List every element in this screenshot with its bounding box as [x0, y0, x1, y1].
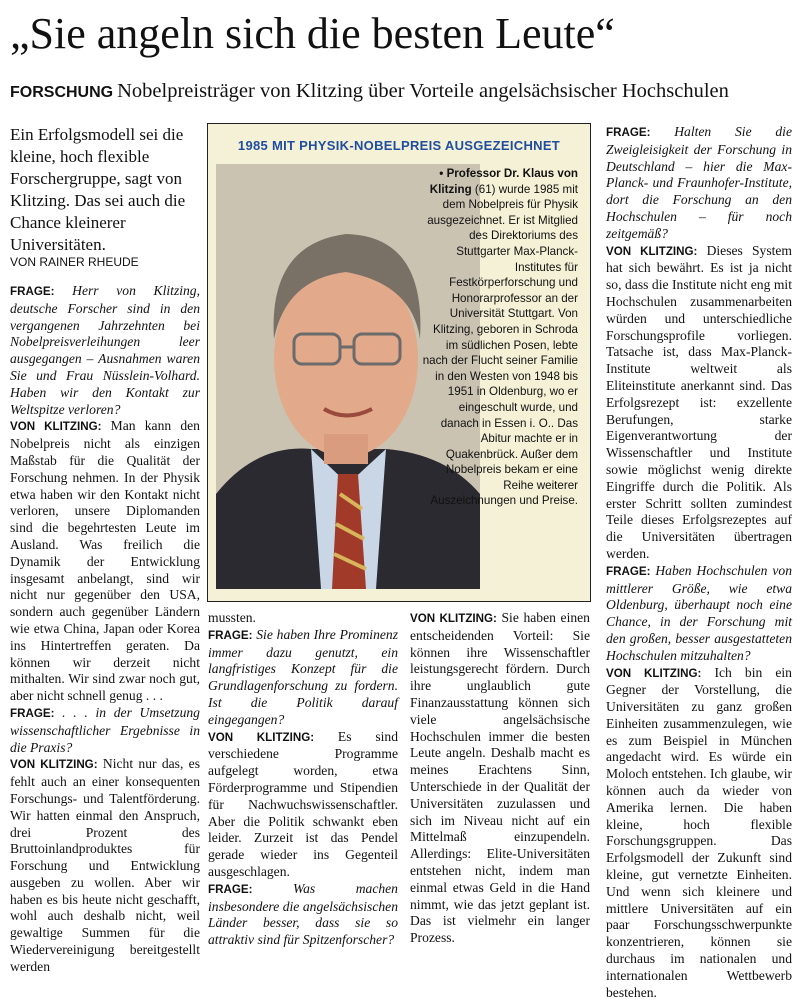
frage-label: FRAGE:	[208, 629, 252, 642]
answer-paragraph	[606, 665, 792, 1001]
paragraph-text: Nicht nur das, es fehlt auch an einer konsequenten Forschungs- und Talentförderung. Wir hatten einmal den Anspruch, drei Prozent des Bruttoinlandproduktes für Forschung und Entwicklung ausgeben zu wollen. Aber wir haben es bis heute nicht geschafft, wohl auch deshalb nicht, weil gewaltige Summen für die Wiedervereinigung bereitgestellt werden	[10, 756, 200, 974]
headline: „Sie angeln sich die besten Leute“	[10, 6, 615, 62]
column-2	[208, 610, 398, 915]
question-paragraph	[10, 283, 200, 418]
intro-paragraph: Ein Erfolgsmodell sei die kleine, hoch flexible Forschergruppe, sagt von Klitzing. Das sei auch die Chance kleinerer Universitäten.	[10, 124, 200, 256]
answer-paragraph	[606, 243, 792, 563]
paragraph-text: Es sind verschiedene Programme aufgelegt worden, etwa Förderprogramme und Stipendien für Nachwuchswissenschaftler. Aber die Politik schwankt eben leider. Zurzeit ist das Pendel gerade wieder ins Gegenteil ausgeschlagen.	[208, 729, 398, 879]
subheadline	[10, 78, 800, 106]
frage-label: FRAGE:	[606, 126, 650, 139]
answer-paragraph	[410, 610, 590, 947]
infobox-text: (61) wurde 1985 mit dem Nobelpreis für Physik ausgezeichnet. Er ist Mitglied des Direktoriums des Stuttgarter Max-Planck-Institutes für Festkörperforschung und Honorarprofessor an der Universität Stuttgart. Von Klitzing, geboren in Schroda im südlichen Posen, lebte nach der Flucht seiner Familie in den Westen von 1948 bis 1951 in Oldenburg, wo er eingeschult wurde, und danach in Essen i. O.. Das Abitur machte er in Quakenbrück. Außer dem Nobelpreis bekam er eine Reihe weiterer Auszeichnungen und Preise.	[423, 183, 578, 508]
paragraph-text: Ich bin ein Gegner der Vorstellung, die Universitäten zu ganz großen Einheiten zusammenzulegen, wie es zum Beispiel in München angedacht wird. Es würde ein Moloch entstehen. Ich glaube, wir können auch da wieder von Amerika lernen. Die haben kleine, hoch flexible Forschungsgruppen. Das Erfolgsmodell der Zukunft sind kleine, gut vernetzte Einheiten. Und wenn sich kleinere und mittlere Universitäten auf ein paar Forschungsschwerpunkte konzentrieren, können sie durchaus im nationalen und internationalen Wettbewerb bestehen.	[606, 665, 792, 1000]
question-paragraph	[10, 705, 200, 756]
speaker-label: VON KLITZING:	[10, 758, 98, 771]
paragraph-text: Halten Sie die Zweigleisigkeit der Forschung in Deutschland – hier die Max-Planck- und Fraunhofer-Institute, dort die Forschung an den Hochschulen – für noch zeitgemäß?	[606, 124, 792, 241]
frage-label: FRAGE:	[10, 285, 54, 298]
answer-paragraph	[208, 729, 398, 881]
subheadline-text: Nobelpreisträger von Klitzing über Vorteile angelsächsischer Hochschulen	[117, 80, 729, 102]
column-1	[10, 283, 200, 915]
paragraph-text: Man kann den Nobelpreis nicht als einzigen Maßstab für die Qualität der Forschung nehmen. In der Physik etwa haben wir den Kontakt nicht verloren, unsere Diplomanden sind die begehrtesten Leute im Ausland. Was freilich die Dynamik der Entwicklung insgesamt anbelangt, sind wir nicht nur gegenüber den USA, sondern auch gegenüber Ländern wie etwa China, Japan oder Korea ins Hintertreffen geraten. Da können wir derzeit nicht mithalten. Wir sind zwar noch gut, aber nicht schnell genug . . .	[10, 418, 200, 703]
question-paragraph	[208, 627, 398, 729]
paragraph-text: . . . in der Umsetzung wissenschaftlicher Ergebnisse in die Praxis?	[10, 705, 200, 755]
continuation-paragraph	[208, 610, 398, 627]
paragraph-text: Sie haben einen entscheidenden Vorteil: Sie können ihre Wissenschaftler leistungsgerecht fördern. Durch ihre unglaublich gute Finanzausstattung können sich viele angelsächsische Hochschulen immer die besten Leute angeln. Deshalb macht es meines Erachtens Sinn, Unterschiede in der Qualität der Universitäten zuzulassen und sich im Niveau nicht auf ein Mittelmaß einzupendeln. Allerdings: Elite-Universitäten entstehen nicht, indem man einmal etwas Geld in die Hand nimmt, wie das jetzt geplant ist. Das ist vielmehr ein langer Prozess.	[410, 610, 590, 945]
question-paragraph	[606, 124, 792, 243]
speaker-label: VON KLITZING:	[10, 420, 101, 433]
paragraph-text: Herr von Klitzing, deutsche Forscher sind in den vergangenen Jahrzehnten bei Nobelpreisverleihungen leer ausgegangen – Ausnahmen waren Sie und Frau Nüsslein-Volhard. Haben wir den Kontakt zur Weltspitze verloren?	[10, 283, 200, 417]
paragraph-text: Dieses System hat sich bewährt. Es ist ja nicht so, dass die Institute nicht eng mit Hochschulen zusammenarbeiten würden und unterschiedliche Forschungsprofile vorliegen. Tatsache ist, dass Max-Planck-Institute weltweit als Eliteinstitute anerkannt sind. Das Erfolgsrezept ist: exzellente Berufungen, starke Eigenverantwortung der Wissenschaftler und Institute sowie möglichst wenig direkte Eingriffe durch die Politik. Als erster Schritt sollten zumindest Teile dieses Erfolgsrezeptes auf die Universitäten übertragen werden.	[606, 243, 792, 561]
paragraph-text: mussten.	[208, 610, 256, 625]
frage-label: FRAGE:	[10, 707, 54, 720]
byline: VON RAINER RHEUDE	[10, 255, 139, 269]
infobox	[207, 123, 591, 602]
bullet: •	[439, 167, 443, 180]
infobox-bio	[418, 166, 578, 509]
speaker-label: VON KLITZING:	[208, 731, 314, 744]
speaker-label: VON KLITZING:	[410, 612, 497, 625]
paragraph-text: Was machen insbesondere die angelsächsischen Länder besser, dass sie so attraktiv sind für Spitzenforscher?	[208, 881, 398, 947]
answer-paragraph	[10, 418, 200, 705]
question-paragraph	[208, 881, 398, 949]
column-4	[606, 124, 792, 915]
speaker-label: VON KLITZING:	[606, 667, 701, 680]
frage-label: FRAGE:	[606, 565, 650, 578]
question-paragraph	[606, 563, 792, 665]
paragraph-text: Sie haben Ihre Prominenz immer dazu genutzt, ein langfristiges Konzept für die Grundlagenforschung zu fordern. Ist die Politik darauf eingegangen?	[208, 627, 398, 727]
paragraph-text: Haben Hochschulen von mittlerer Größe, wie etwa Oldenburg, überhaupt noch eine Chance, in der Forschung mit den großen, besser ausgestatteten Hochschulen mitzuhalten?	[606, 563, 792, 663]
infobox-name: Professor Dr. Klaus von Klitzing	[430, 167, 578, 196]
answer-paragraph	[10, 756, 200, 975]
infobox-title: 1985 MIT PHYSIK-NOBELPREIS AUSGEZEICHNET	[218, 138, 580, 153]
speaker-label: VON KLITZING:	[606, 245, 697, 258]
frage-label: FRAGE:	[208, 883, 252, 896]
section-kicker: FORSCHUNG	[10, 84, 113, 101]
column-3	[410, 610, 590, 915]
